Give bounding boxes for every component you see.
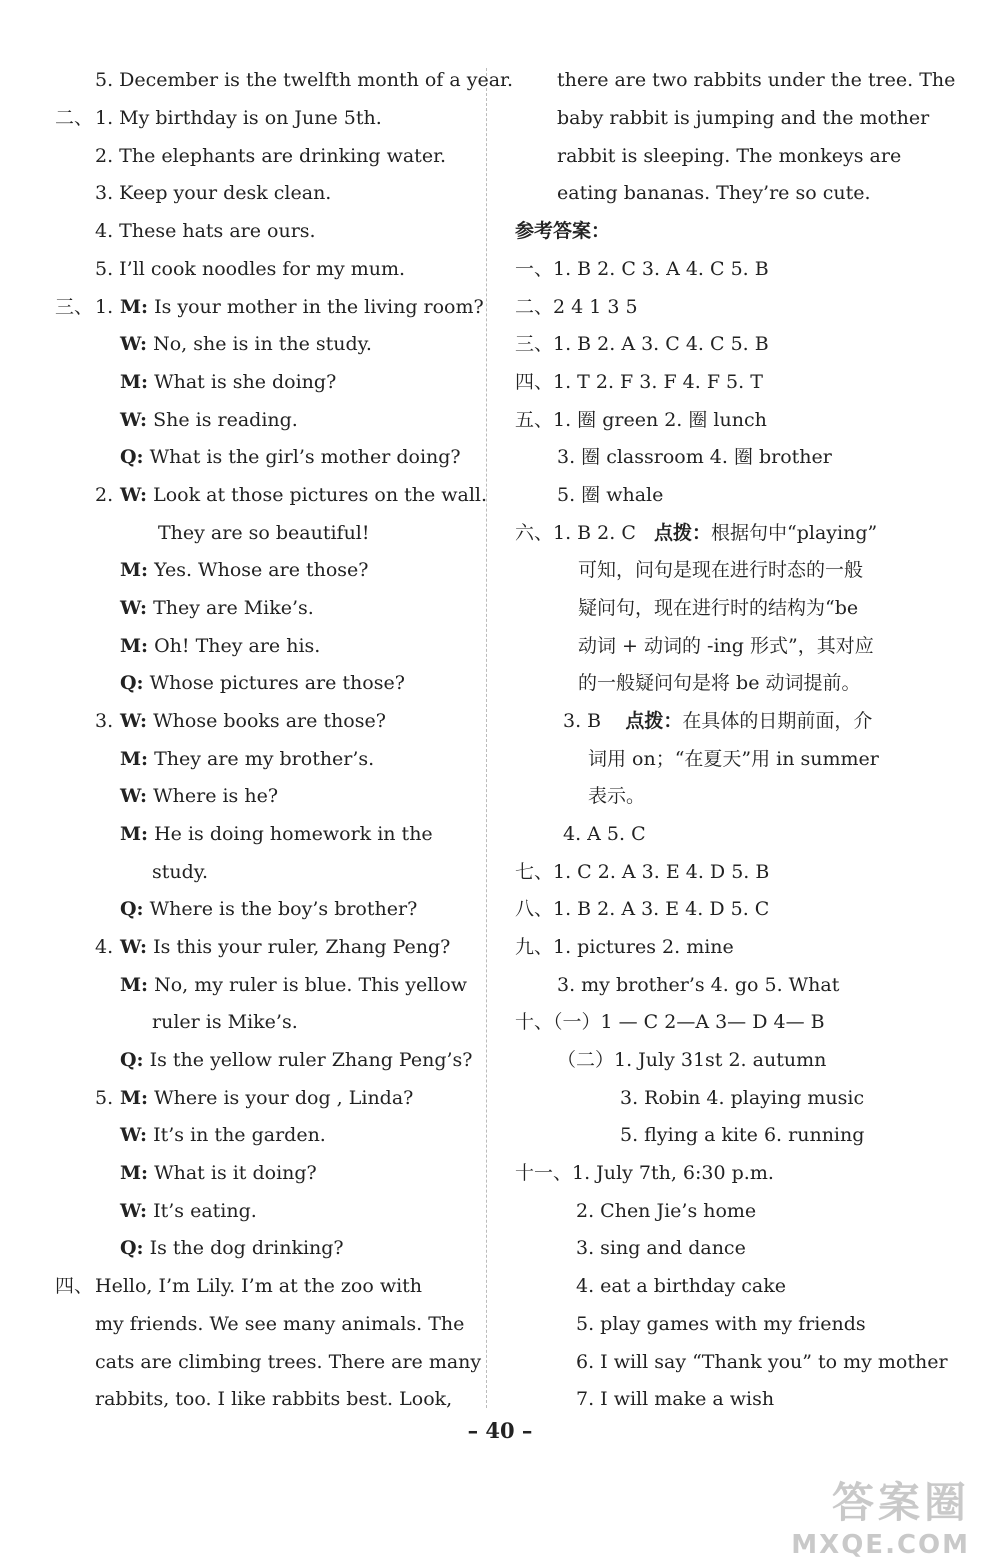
dialogue-line [120, 1161, 317, 1185]
answer-line: 1. July 7th, 6:30 p.m. [572, 1162, 774, 1184]
utterance: It’s in the garden. [153, 1124, 326, 1146]
section-marker: 三、 [55, 296, 94, 318]
passage-line: Hello, I’m Lily. I’m at the zoo with [95, 1275, 423, 1297]
tip-label: 点拨： [625, 710, 683, 732]
watermark [700, 1470, 970, 1560]
watermark-logo: 答案圈 [831, 1478, 970, 1527]
dialogue-line [120, 1086, 413, 1110]
dialogue-line [120, 822, 433, 846]
dialogue-line [152, 860, 208, 884]
utterance: Where is he? [153, 785, 279, 807]
answer-line: 五、1. 圈 green 2. 圈 lunch [515, 409, 767, 431]
answer-line: 5. flying a kite 6. running [620, 1124, 865, 1146]
tip-text: 根据句中“playing” [711, 522, 878, 544]
answer-line: 5. 圈 whale [557, 484, 664, 506]
utterance: What is it doing? [154, 1162, 317, 1184]
utterance: No, she is in the study. [153, 333, 372, 355]
answer-line: 四、1. T 2. F 3. F 4. F 5. T [515, 371, 763, 393]
utterance: He is doing homework in the [154, 823, 433, 845]
dialogue-line [120, 370, 336, 394]
speaker: W: [120, 333, 148, 355]
answer-line: 十、（一）1 — C 2—A 3— D 4— B [515, 1011, 825, 1033]
answer-line: 八、1. B 2. A 3. E 4. D 5. C [515, 898, 770, 920]
utterance: What is the girl’s mother doing? [149, 446, 461, 468]
dialogue-line [120, 295, 484, 319]
dialogue-line [120, 671, 405, 695]
dialogue-number: 2. [95, 484, 114, 506]
dialogue-line [120, 596, 314, 620]
speaker: M: [120, 296, 149, 318]
dialogue-line [120, 709, 386, 733]
speaker: Q: [120, 1049, 144, 1071]
speaker: W: [120, 1200, 148, 1222]
dialogue-line [120, 935, 450, 959]
text-line: 2. The elephants are drinking water. [95, 145, 447, 167]
utterance: They are Mike’s. [153, 597, 314, 619]
utterance: Is this your ruler, Zhang Peng? [153, 936, 451, 958]
text-line: 4. These hats are ours. [95, 220, 316, 242]
utterance: Where is the boy’s brother? [149, 898, 418, 920]
utterance: Look at those pictures on the wall. [153, 484, 488, 506]
dialogue-line [120, 483, 487, 507]
dialogue-line [120, 897, 417, 921]
speaker: Q: [120, 898, 144, 920]
answer-line: 3. Robin 4. playing music [620, 1087, 865, 1109]
tip-line: 词用 on；“在夏天”用 in summer [588, 748, 879, 770]
answer-text: 六、1. B 2. C [515, 522, 636, 544]
page-number: – 40 – [467, 1418, 533, 1443]
tip-label: 点拨： [654, 522, 712, 544]
answer-line: 二、2 4 1 3 5 [515, 296, 638, 318]
speaker: Q: [120, 1237, 144, 1259]
answer-text: 3. B [563, 710, 602, 732]
dialogue-number: 5. [95, 1087, 114, 1109]
dialogue-line [152, 1010, 298, 1034]
answer-line: 七、1. C 2. A 3. E 4. D 5. B [515, 861, 770, 883]
dialogue-line [120, 747, 374, 771]
passage-line: there are two rabbits under the tree. The [557, 69, 956, 91]
watermark-url: MXQE.COM [791, 1530, 970, 1560]
text-line: 3. Keep your desk clean. [95, 182, 332, 204]
dialogue-line [120, 408, 298, 432]
dialogue-line [120, 634, 320, 658]
speaker: Q: [120, 672, 144, 694]
utterance: It’s eating. [153, 1200, 257, 1222]
answer-line [563, 709, 872, 733]
text-line: 5. December is the twelfth month of a year. [95, 69, 514, 91]
utterance: Where is your dog , Linda? [154, 1087, 414, 1109]
utterance: Is the dog drinking? [149, 1237, 344, 1259]
utterance: What is she doing? [154, 371, 337, 393]
utterance: study. [152, 861, 209, 883]
dialogue-line [120, 558, 368, 582]
speaker: W: [120, 409, 148, 431]
speaker: M: [120, 823, 149, 845]
utterance: ruler is Mike’s. [152, 1011, 298, 1033]
speaker: W: [120, 710, 148, 732]
section-marker: 四、 [55, 1275, 94, 1297]
dialogue-line [120, 332, 372, 356]
answer-key-title: 参考答案： [515, 220, 611, 242]
answer-line: 6. I will say “Thank you” to my mother [576, 1351, 948, 1373]
answer-line: 九、1. pictures 2. mine [515, 936, 734, 958]
speaker: W: [120, 1124, 148, 1146]
dialogue-line [120, 973, 467, 997]
speaker: M: [120, 1162, 149, 1184]
speaker: W: [120, 785, 148, 807]
utterance: Is the yellow ruler Zhang Peng’s? [149, 1049, 473, 1071]
speaker: W: [120, 936, 148, 958]
speaker: Q: [120, 446, 144, 468]
utterance: She is reading. [153, 409, 298, 431]
dialogue-line [120, 445, 461, 469]
dialogue-line [158, 521, 370, 545]
answer-line: 3. sing and dance [576, 1237, 746, 1259]
answer-line: 3. 圈 classroom 4. 圈 brother [557, 446, 832, 468]
utterance: Whose pictures are those? [149, 672, 405, 694]
utterance: Is your mother in the living room? [154, 296, 484, 318]
dialogue-line [120, 1199, 257, 1223]
utterance: They are my brother’s. [154, 748, 375, 770]
answer-line: 4. eat a birthday cake [576, 1275, 786, 1297]
answer-line: 7. I will make a wish [576, 1388, 775, 1410]
passage-line: baby rabbit is jumping and the mother [557, 107, 930, 129]
speaker: M: [120, 635, 149, 657]
dialogue-number: 1. [95, 296, 114, 318]
dialogue-line [120, 1048, 472, 1072]
utterance: Oh! They are his. [154, 635, 321, 657]
utterance: Yes. Whose are those? [154, 559, 369, 581]
answer-line: 2. Chen Jie’s home [576, 1200, 757, 1222]
dialogue-line [120, 1236, 344, 1260]
tip-text: 在具体的日期前面，介 [682, 710, 873, 732]
utterance: No, my ruler is blue. This yellow [154, 974, 468, 996]
section-marker: 十一、 [515, 1162, 573, 1184]
tip-line: 的一般疑问句是将 be 动词提前。 [578, 672, 861, 694]
text-line: 5. I’ll cook noodles for my mum. [95, 258, 406, 280]
speaker: W: [120, 597, 148, 619]
speaker: M: [120, 559, 149, 581]
speaker: M: [120, 1087, 149, 1109]
tip-line: 动词 + 动词的 -ing 形式”，其对应 [578, 635, 874, 657]
text-line: 1. My birthday is on June 5th. [95, 107, 382, 129]
dialogue-line [120, 1123, 326, 1147]
column-divider [486, 68, 487, 1408]
tip-line: 可知，问句是现在进行时态的一般 [578, 559, 864, 581]
utterance: Whose books are those? [153, 710, 386, 732]
speaker: M: [120, 371, 149, 393]
answer-line: 5. play games with my friends [576, 1313, 866, 1335]
speaker: M: [120, 974, 149, 996]
passage-line: rabbits, too. I like rabbits best. Look, [95, 1388, 453, 1410]
answer-line: 一、1. B 2. C 3. A 4. C 5. B [515, 258, 769, 280]
tip-line: 疑问句，现在进行时的结构为“be [578, 597, 859, 619]
tip-line: 表示。 [588, 785, 646, 807]
answer-line: 三、1. B 2. A 3. C 4. C 5. B [515, 333, 769, 355]
utterance: They are so beautiful! [158, 522, 370, 544]
passage-line: cats are climbing trees. There are many [95, 1351, 482, 1373]
section-marker: 二、 [55, 107, 94, 129]
speaker: M: [120, 748, 149, 770]
dialogue-number: 3. [95, 710, 114, 732]
answer-line: 3. my brother’s 4. go 5. What [557, 974, 840, 996]
passage-line: rabbit is sleeping. The monkeys are [557, 145, 902, 167]
dialogue-line [120, 784, 278, 808]
answer-line [515, 521, 877, 545]
speaker: W: [120, 484, 148, 506]
passage-line: my friends. We see many animals. The [95, 1313, 465, 1335]
passage-line: eating bananas. They’re so cute. [557, 182, 871, 204]
answer-line: 4. A 5. C [563, 823, 646, 845]
dialogue-number: 4. [95, 936, 114, 958]
answer-line: （二）1. July 31st 2. autumn [557, 1049, 827, 1071]
